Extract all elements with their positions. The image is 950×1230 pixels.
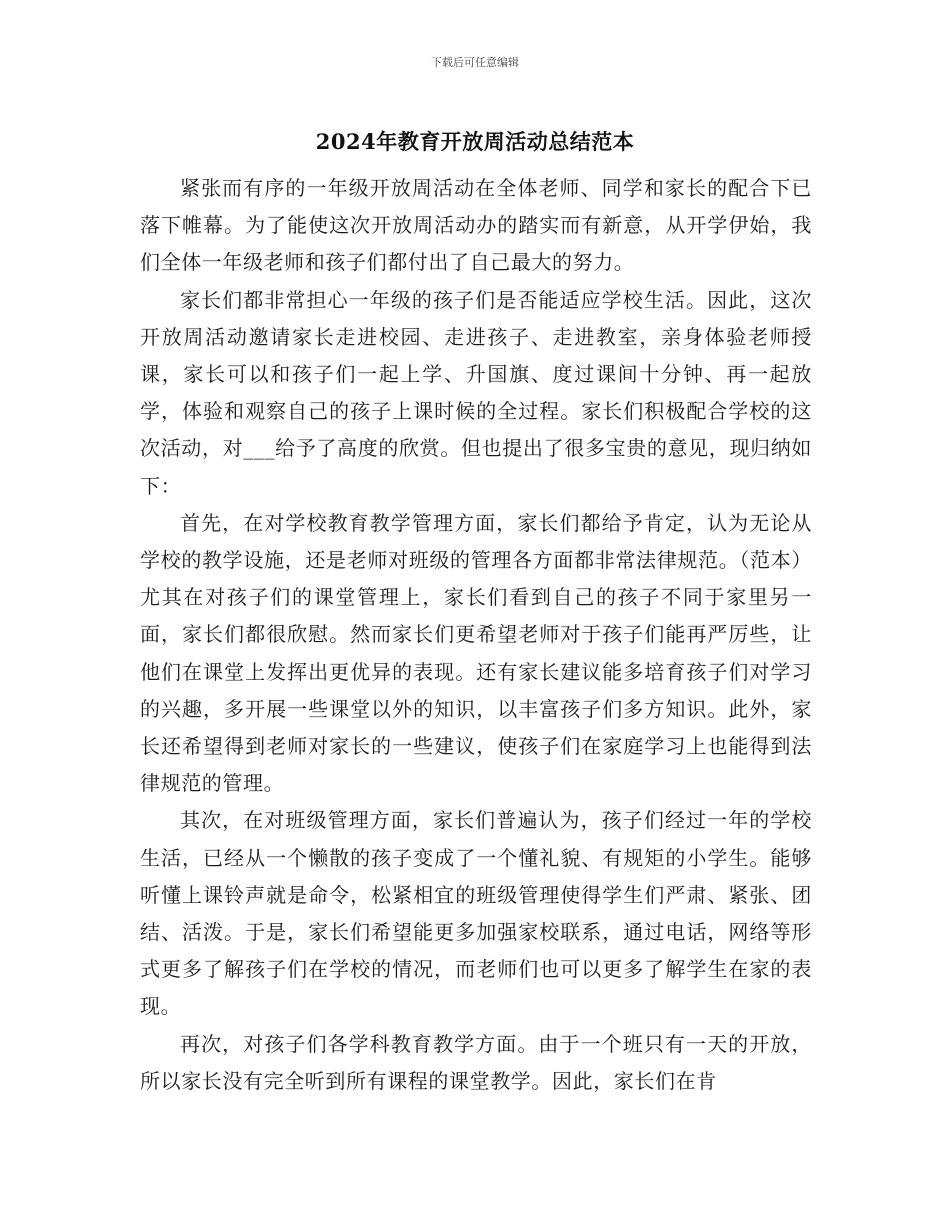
page-header-note: 下载后可任意编辑 — [431, 56, 519, 69]
paragraph-first-point: 首先，在对学校教育教学管理方面，家长们都给予肯定，认为无论从学校的教学设施，还是老师对班级的管理各方面都非常法律规范。（范本）尤其在对孩子们的课堂管理上，家长们看到自己的孩子不同于家里另一面，家长们都很欣慰。然而家长们更希望老师对于孩子们能再严厉些，让他们在课堂上发挥出更优异的表现。还有家长建议能多培育孩子们对学习的兴趣，多开展一些课堂以外的知识，以丰富孩子们多方知识。此外，家长还希望得到老师对家长的一些建议，使孩子们在家庭学习上也能得到法律规范的管理。 — [140, 510, 812, 796]
paragraph-third-point: 再次，对孩子们各学科教育教学方面。由于一个班只有一天的开放，所以家长没有完全听到所有课程的课堂教学。因此，家长们在肯 — [140, 1031, 812, 1093]
document-body — [140, 170, 812, 1100]
paragraph-second-point: 其次，在对班级管理方面，家长们普遍认为，孩子们经过一年的学校生活，已经从一个懒散的孩子变成了一个懂礼貌、有规矩的小学生。能够听懂上课铃声就是命令，松紧相宜的班级管理使得学生们严肃、紧张、团结、活泼。于是，家长们希望能更多加强家校联系，通过电话，网络等形式更多了解孩子们在学校的情况，而老师们也可以更多了解学生在家的表现。 — [140, 808, 812, 1019]
paragraph-intro: 紧张而有序的一年级开放周活动在全体老师、同学和家长的配合下已落下帷幕。为了能使这次开放周活动办的踏实而有新意，从开学伊始，我们全体一年级老师和孩子们都付出了自己最大的努力。 — [140, 176, 812, 275]
document-title: 2024年教育开放周活动总结范本 — [315, 129, 635, 154]
paragraph-parents-concern: 家长们都非常担心一年级的孩子们是否能适应学校生活。因此，这次开放周活动邀请家长走进校园、走进孩子、走进教室，亲身体验老师授课，家长可以和孩子们一起上学、升国旗、度过课间十分钟、再一起放学，体验和观察自己的孩子上课时候的全过程。家长们积极配合学校的这次活动，对___给予了高度的欣赏。但也提出了很多宝贵的意见，现归纳如下： — [140, 287, 812, 498]
